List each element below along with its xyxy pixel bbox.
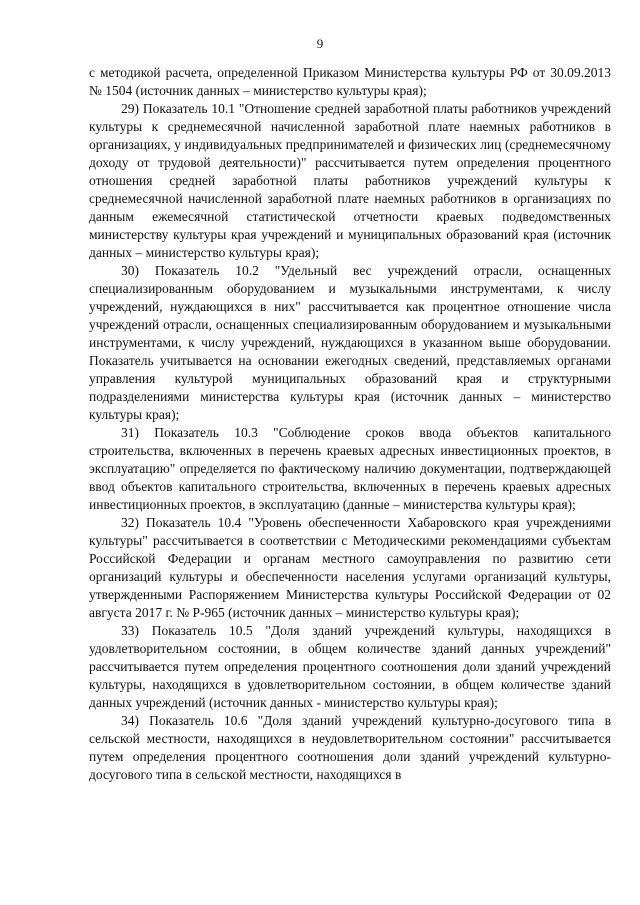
paragraph: 29) Показатель 10.1 "Отношение средней заработной платы работников учреждений культуры к среднемесячной начисленной заработной плате наемных работников в организациях, у индивидуальных предпринимателей и физических лиц (среднемесячному доходу от трудовой деятельности)" рассчитывается путем определения процентного отношения средней заработной платы работников учреждений культуры к среднемесячной начисленной заработной плате наемных работников в организациях по данным ежемесячной статистической отчетности краевых подведомственных министерству культуры края учреждений и муниципальных образований края (источник данных – министерство культуры края); bbox=[89, 101, 611, 260]
document-body bbox=[89, 64, 611, 784]
page-number: 9 bbox=[316, 36, 324, 51]
paragraph: 31) Показатель 10.3 "Соблюдение сроков ввода объектов капитального строительства, включенных в перечень краевых адресных инвестиционных проектов, в эксплуатацию" определяется по фактическому наличию документации, подтверждающей ввод объектов капитального строительства, включенных в перечень краевых адресных инвестиционных проектов, в эксплуатацию (данные – министерства культуры края); bbox=[89, 425, 611, 512]
paragraph: 30) Показатель 10.2 "Удельный вес учреждений отрасли, оснащенных специализированным оборудованием и музыкальными инструментами, к числу учреждений, нуждающихся в них" рассчитывается как процентное отношение числа учреждений отрасли, оснащенных специализированным оборудованием и музыкальными инструментами, к числу учреждений, нуждающихся в указанном выше оборудовании. Показатель учитывается на основании ежегодных сведений, представляемых органами управления культурой муниципальных образований края и структурными подразделениями министерства культуры края (источник данных – министерство культуры края); bbox=[89, 263, 611, 422]
paragraph: 33) Показатель 10.5 "Доля зданий учреждений культуры, находящихся в удовлетворительном состоянии, в общем количестве зданий данных учреждений" рассчитывается путем определения процентного соотношения доли зданий учреждений культуры, находящихся в удовлетворительном состоянии, в общем количестве зданий данных учреждений (источник данных - министерство культуры края); bbox=[89, 623, 611, 710]
paragraph: с методикой расчета, определенной Приказом Министерства культуры РФ от 30.09.2013 № 1504 (источник данных – министерство культуры края); bbox=[89, 65, 611, 98]
paragraph: 34) Показатель 10.6 "Доля зданий учреждений культурно-досугового типа в сельской местности, находящихся в неудовлетворительном состоянии" рассчитывается путем определения процентного соотношения доли зданий учреждений культурно-досугового типа в сельской местности, находящихся в bbox=[89, 713, 611, 782]
paragraph: 32) Показатель 10.4 "Уровень обеспеченности Хабаровского края учреждениями культуры" рассчитывается в соответствии с Методическими рекомендациями субъектам Российской Федерации и органам местного самоуправления по развитию сети организаций культуры и обеспеченности населения услугами организаций культуры, утвержденными Распоряжением Министерства культуры Российской Федерации от 02 августа 2017 г. № Р-965 (источник данных – министерство культуры края); bbox=[89, 515, 611, 620]
